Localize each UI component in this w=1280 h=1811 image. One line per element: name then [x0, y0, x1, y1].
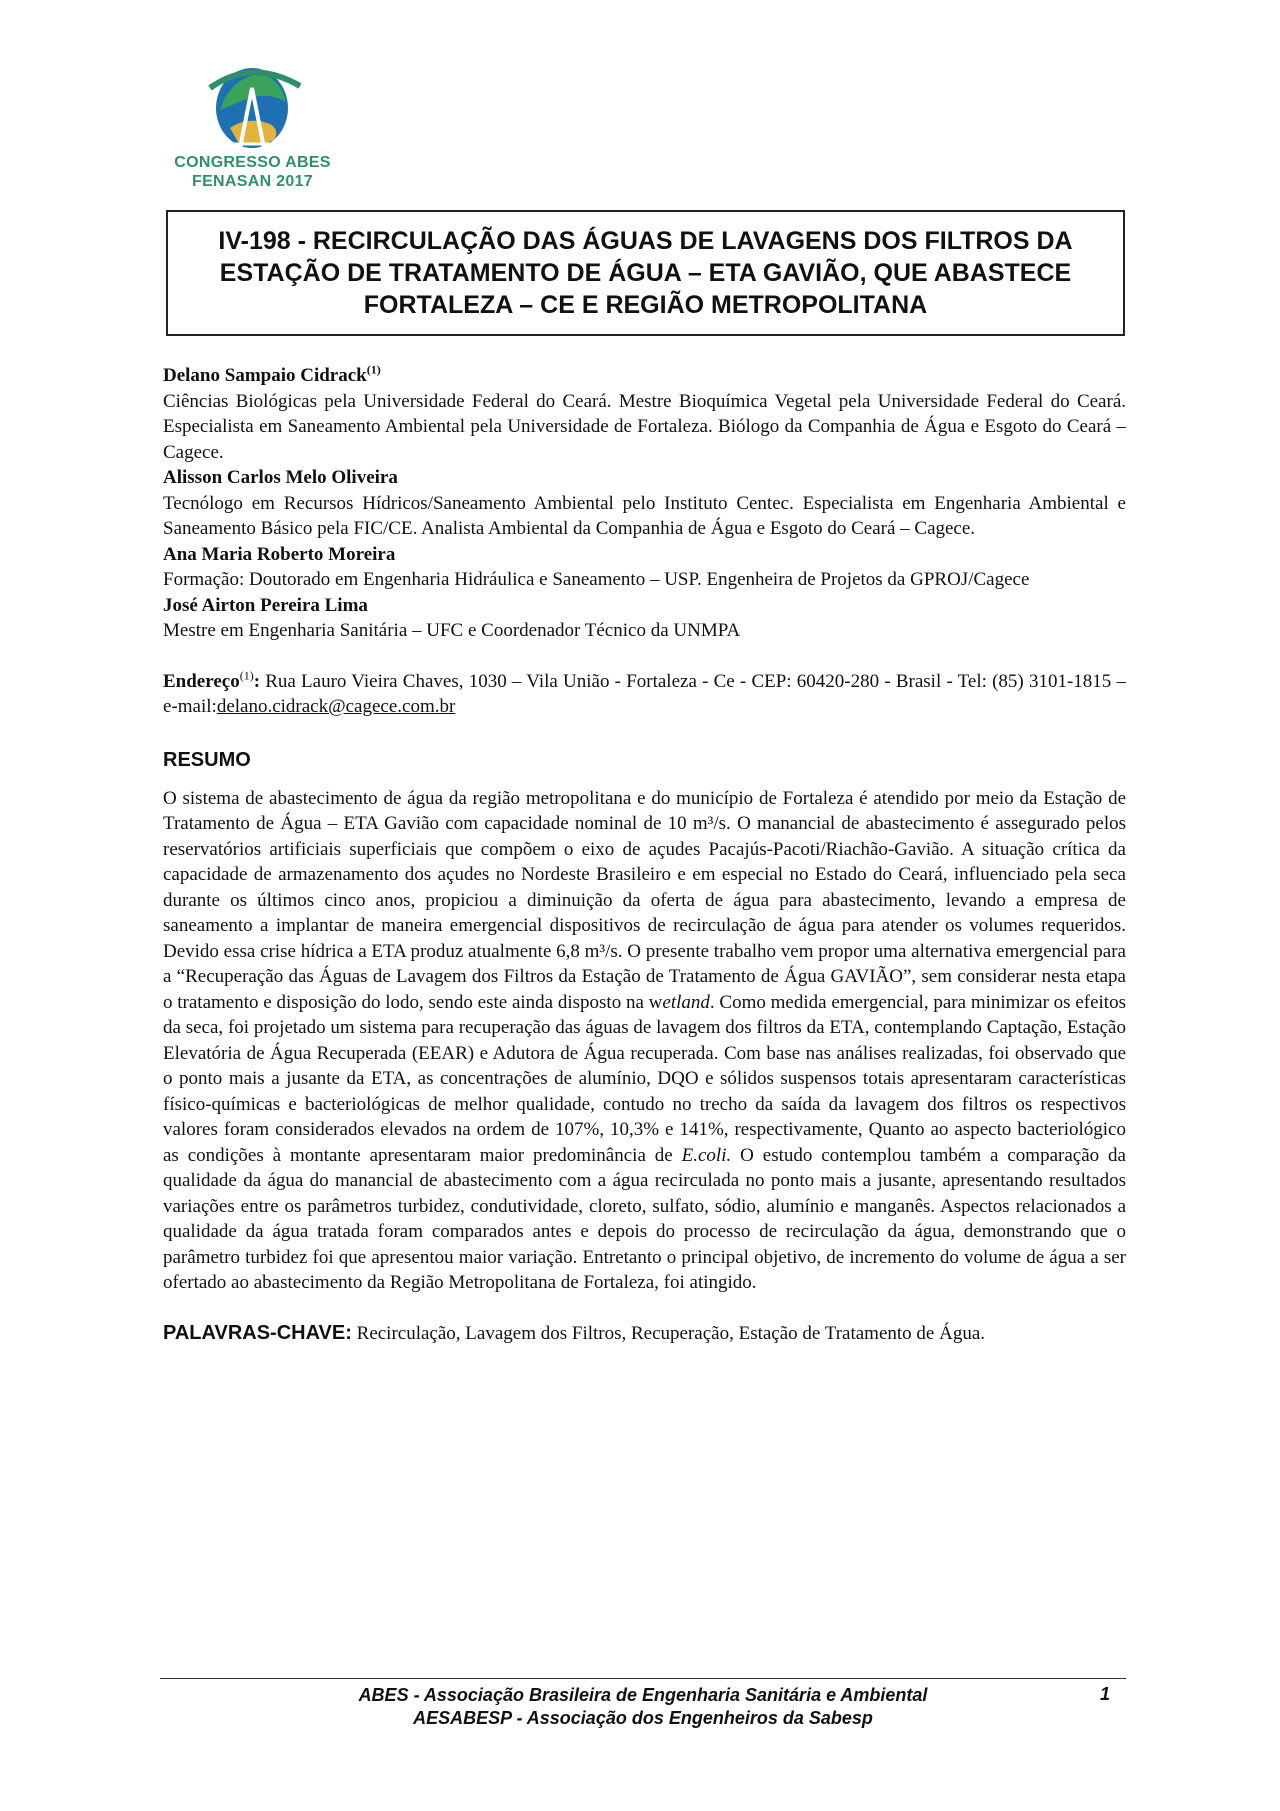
- congress-logo: [165, 58, 340, 193]
- footer-divider: [160, 1678, 1126, 1679]
- author-name: Alisson Carlos Melo Oliveira: [163, 467, 398, 488]
- keywords: [163, 1321, 1126, 1347]
- keywords-label: PALAVRAS-CHAVE:: [163, 1321, 352, 1344]
- author-superscript: (1): [366, 362, 381, 377]
- logo-line2: FENASAN 2017: [192, 173, 313, 190]
- globe-logo-icon: [200, 58, 305, 153]
- author-bio: Mestre em Engenharia Sanitária – UFC e Coordenador Técnico da UNMPA: [163, 620, 741, 641]
- author-name: José Airton Pereira Lima: [163, 594, 368, 616]
- email-link[interactable]: delano.cidrack@cagece.com.br: [216, 696, 456, 717]
- author-name: Delano Sampaio Cidrack$^{(1)}$: [163, 362, 381, 386]
- title-box: [166, 210, 1125, 336]
- paper-body: [163, 363, 1126, 1346]
- author-bio: Tecnólogo em Recursos Hídricos/Saneamento Ambiental pelo Instituto Centec. Especialista em Engenharia Ambiental e Saneamento Básico pela FIC/CE. Analista Ambiental da Companhia de Água e Esgoto do Ceará – Cagece.: [163, 492, 1126, 539]
- author-bio: Formação: Doutorado em Engenharia Hidráulica e Saneamento – USP. Engenheira de Projetos da GPROJ/Cagece: [163, 569, 1030, 590]
- footer: [160, 1684, 1126, 1730]
- address: Endereço$^{(1)}$: Rua Lauro Vieira Chaves, 1030 – Vila União - Fortaleza - Ce - CEP: 60420-280 - Brasil - Tel: (85) 3101-1815 – e-mail:delano.cidrack@cagece.com.br: [163, 668, 1126, 717]
- paper-title: IV-198 - RECIRCULAÇÃO DAS ÁGUAS DE LAVAGENS DOS FILTROS DA ESTAÇÃO DE TRATAMENTO DE ÁGUA – ETA GAVIÃO, QUE ABASTECE FORTALEZA – CE E REGIÃO METROPOLITANA: [218, 227, 1073, 319]
- footer-line1: ABES - Associação Brasileira de Engenharia Sanitária e Ambiental: [358, 1685, 928, 1705]
- address-label: Endereço: [163, 670, 240, 692]
- address-superscript: (1): [239, 668, 254, 683]
- page-number: 1: [1100, 1684, 1111, 1704]
- logo-line1: CONGRESSO ABES: [174, 154, 331, 171]
- footer-line2: AESABESP - Associação dos Engenheiros da Sabesp: [413, 1708, 873, 1728]
- author-name: Ana Maria Roberto Moreira: [163, 543, 396, 565]
- author-bio: Ciências Biológicas pela Universidade Federal do Ceará. Mestre Bioquímica Vegetal pela Universidade Federal do Ceará. Especialista em Saneamento Ambiental pela Universidade de Fortaleza. Biólogo da Companhia de Água e Esgoto do Ceará – Cagece.: [163, 390, 1126, 463]
- section-heading-resumo: RESUMO: [163, 748, 251, 771]
- address-text: Rua Lauro Vieira Chaves, 1030 – Vila União - Fortaleza - Ce - CEP: 60420-280 - Brasil - Tel: (85) 3101-1815 – e-mail:: [163, 670, 1126, 717]
- abstract-text: O sistema de abastecimento de água da região metropolitana e do município de Fortaleza é atendido por meio da Estação de Tratamento de Água – ETA Gavião com capacidade nominal de 10 m³/s. O manancial de abastecimento é assegurado pelos reservatórios artificiais superficiais que compõem o eixo de açudes Pacajús-Pacoti/Riachão-Gavião. A situação crítica da capacidade de armazenamento dos açudes no Nordeste Brasileiro e em especial no Estado do Ceará, influenciado pela seca durante os últimos cinco anos, propiciou a diminuição da oferta de água para abastecimento, levando a empresa de saneamento a implantar de maneira emergencial dispositivos de recirculação de água para atender os volumes requeridos. Devido essa crise hídrica a ETA produz atualmente 6,8 m³/s. O presente trabalho vem propor uma alternativa emergencial para a “Recuperação das Águas de Lavagem dos Filtros da Estação de Tratamento de Água GAVIÃO”, sem considerar nesta etapa o tratamento e disposição do lodo, sendo este ainda disposto na wetland. Como medida emergencial, para minimizar os efeitos da seca, foi projetado um sistema para recuperação das águas de lavagem dos filtros da ETA, contemplando Captação, Estação Elevatória de Água Recuperada (EEAR) e Adutora de Água recuperada. Com base nas análises realizadas, foi observado que o ponto mais a jusante da ETA, as concentrações de alumínio, DQO e sólidos suspensos totais apresentaram características físico-químicas e bacteriológicas de melhor qualidade, contudo no trecho da saída da lavagem dos filtros os respectivos valores foram considerados elevados na ordem de 107%, 10,3% e 141%, respectivamente, Quanto ao aspecto bacteriológico as condições à montante apresentaram maior predominância de E.coli. O estudo contemplou também a comparação da qualidade da água do manancial de abastecimento com a água recirculada no ponto mais a jusante, apresentando resultados variações entre os parâmetros turbidez, condutividade, cloreto, sulfato, sódio, alumínio e manganês. Aspectos relacionados a qualidade da água tratada foram comparados antes e depois do processo de recirculação da água, demonstrando que o parâmetro turbidez foi que apresentou maior variação. Entretanto o principal objetivo, de incremento do volume de água a ser ofertado ao abastecimento da Região Metropolitana de Fortaleza, foi atingido.: [163, 787, 1126, 1293]
- keywords-text: Recirculação, Lavagem dos Filtros, Recuperação, Estação de Tratamento de Água.: [351, 1322, 986, 1344]
